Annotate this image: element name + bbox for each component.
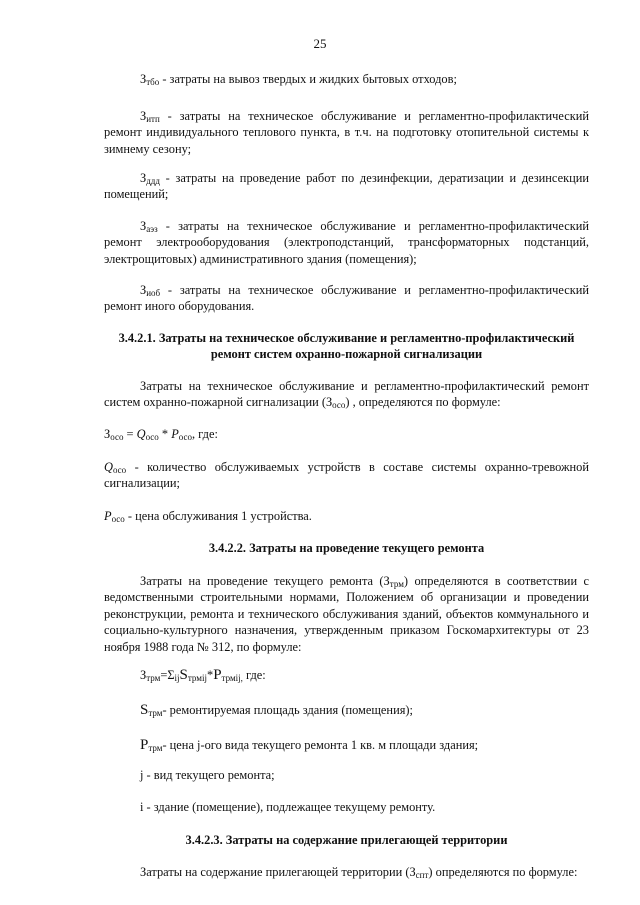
cost-item-tbo — [104, 71, 589, 87]
item-text: - затраты на проведение работ по дезинфекции, дератизации и дезинсекции помещений; — [104, 171, 589, 202]
definition-symbol: S — [140, 702, 149, 718]
definition-j: j - вид текущего ремонта; — [140, 768, 275, 782]
definition-i: i - здание (помещение), подлежащее текущему ремонту. — [140, 800, 436, 814]
section-heading-3-4-2-2: 3.4.2.2. Затраты на проведение текущего ремонта — [208, 541, 485, 555]
formula-p-subscript: осо — [178, 432, 192, 442]
cost-item-aez — [104, 218, 589, 267]
definition-s-trm — [140, 702, 580, 718]
definition-text: - ремонтируемая площадь здания (помещения); — [162, 703, 413, 717]
formula-oso — [104, 426, 589, 442]
formula-s-subscript: трмij — [187, 673, 207, 683]
symbol: З — [140, 219, 147, 233]
item-text: - затраты на техническое обслуживание и регламентно-профилактический ремонт индивидуального теплового пункта, в т.ч. на подготовку отопительной системы к зимнему сезону; — [104, 109, 589, 156]
formula-multiply: * — [158, 427, 172, 441]
intro-text: Затраты на проведение текущего ремонта (З — [140, 574, 390, 588]
formula-p: P — [171, 427, 179, 441]
formula-s: S — [179, 667, 188, 683]
formula-tail: где: — [242, 668, 266, 682]
cost-item-iob — [104, 282, 589, 315]
formula-lhs: З — [104, 427, 111, 441]
symbol-subscript: иоб — [146, 288, 161, 298]
symbol: З — [140, 109, 147, 123]
definition-symbol: P — [140, 737, 149, 753]
definition-p-oso — [104, 508, 589, 524]
intro-text: Затраты на содержание прилегающей территории (З — [140, 865, 416, 879]
intro-subscript: трм — [389, 579, 404, 589]
intro-text-end: ) определяются по формуле: — [428, 865, 578, 879]
symbol: З — [140, 171, 147, 185]
formula-p: P — [213, 667, 222, 683]
definition-symbol: Q — [104, 460, 113, 474]
definition-subscript: осо — [112, 465, 127, 475]
intro-text-end: ) определяются в соответствии с ведомственными строительными нормами, Положением об организации и проведении реконструкции, ремонта и технического обслуживания зданий, объектов коммунального и социально-культурного назначения, утвержденным приказом Госкомархитектуры от 23 ноября 1988 года № 312, по формуле: — [104, 574, 589, 654]
cost-item-ddd — [104, 170, 589, 203]
formula-q-subscript: осо — [145, 432, 159, 442]
item-text: - затраты на техническое обслуживание и регламентно-профилактический ремонт электрооборудования (электроподстанций, трансформаторных подстанций, электрощитовых) административного здания (помещения); — [104, 219, 589, 266]
symbol-subscript: ддд — [146, 176, 160, 186]
definition-text: - цена j-ого вида текущего ремонта 1 кв. м площади здания; — [162, 738, 479, 752]
definition-p-trm — [140, 737, 580, 753]
item-text: - затраты на техническое обслуживание и регламентно-профилактический ремонт иного оборудования. — [104, 283, 589, 314]
formula-equals: = — [123, 427, 137, 441]
section1-intro — [104, 378, 589, 411]
intro-subscript: осо — [332, 400, 346, 411]
definition-q-oso — [104, 459, 589, 492]
intro-text-end: ) , определяются по формуле: — [345, 395, 501, 410]
section3-intro — [104, 864, 589, 880]
formula-tail: , где: — [191, 427, 218, 441]
formula-lhs: З — [140, 668, 147, 682]
cost-item-itp — [104, 108, 589, 157]
symbol-subscript: итп — [146, 114, 160, 124]
definition-text: - количество обслуживаемых устройств в составе системы охранно-тревожной сигнализации; — [104, 460, 589, 491]
definition-subscript: трм — [148, 743, 163, 753]
definition-subscript: осо — [111, 514, 125, 524]
definition-subscript: трм — [148, 708, 163, 718]
definition-symbol: P — [104, 509, 112, 523]
section2-intro — [104, 573, 589, 655]
symbol: З — [140, 283, 147, 297]
formula-sum-subscript: ij — [174, 673, 180, 683]
item-text: - затраты на вывоз твердых и жидких бытовых отходов; — [159, 72, 457, 86]
formula-p-subscript: трмij, — [221, 673, 243, 683]
formula-q: Q — [136, 427, 146, 441]
symbol-subscript: тбо — [146, 77, 160, 87]
formula-lhs-subscript: трм — [146, 673, 161, 683]
formula-lhs-subscript: осо — [110, 432, 124, 442]
intro-subscript: спт — [415, 870, 429, 880]
intro-text: Затраты на техническое обслуживание и регламентно-профилактический ремонт систем охранно-пожарной сигнализации (З — [104, 379, 589, 410]
section-heading-3-4-2-3: 3.4.2.3. Затраты на содержание прилегающей территории — [185, 833, 508, 847]
definition-text: - цена обслуживания 1 устройства. — [124, 509, 312, 523]
formula-multiply: * — [207, 668, 214, 682]
symbol: З — [140, 72, 147, 86]
symbol-subscript: аэз — [146, 224, 158, 234]
page-number: 25 — [313, 36, 327, 51]
section-heading-3-4-2-1: 3.4.2.1. Затраты на техническое обслуживание и регламентно-профилактический ремонт систем охранно-пожарной сигнализации — [118, 331, 575, 362]
formula-sum: =Σ — [160, 668, 175, 682]
formula-trm — [140, 667, 580, 683]
